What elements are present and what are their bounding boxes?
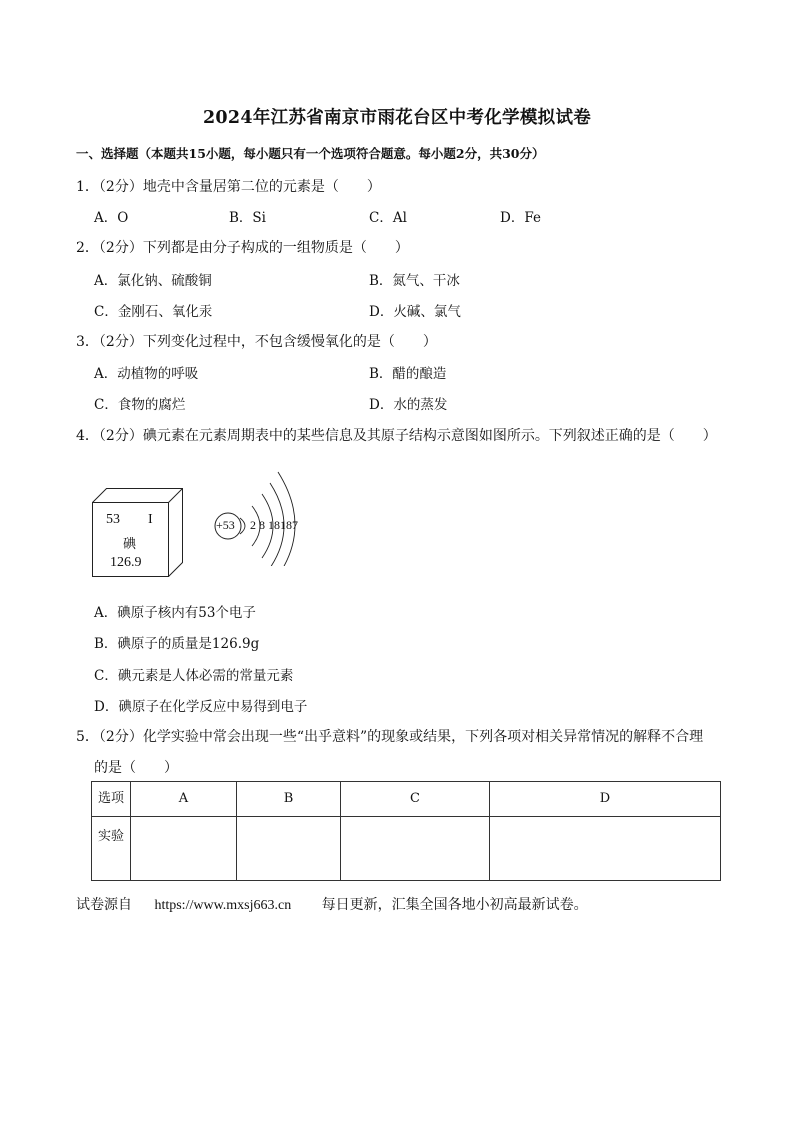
element-card	[92, 488, 186, 578]
table-header-cell: C	[341, 782, 490, 817]
question-5-stem-cont: 的是（ ）	[94, 760, 178, 776]
footer-source: 试卷源自	[76, 897, 132, 913]
footer-note: 每日更新，汇集全国各地小初高最新试卷。	[321, 897, 588, 913]
table-header-cell: D	[490, 782, 721, 817]
table-cell	[237, 817, 341, 881]
table-cell	[490, 817, 721, 881]
question-5-stem: 5．（2分）化学实验中常会出现一些“出乎意料”的现象或结果，下列各项对相关异常情况的解释不合理	[76, 729, 704, 745]
q1-option-d: D．Fe	[500, 210, 541, 226]
q3-option-d: D．水的蒸发	[369, 397, 448, 413]
footer	[76, 894, 588, 914]
table-header-row	[92, 782, 721, 817]
q4-option-c: C．碘元素是人体必需的常量元素	[94, 668, 294, 684]
q1-option-b: B．Si	[229, 210, 266, 226]
table-header-cell: A	[131, 782, 237, 817]
electron-shells	[212, 456, 312, 566]
q3-option-b: B．醋的酿造	[369, 366, 447, 382]
page-title: 2024年江苏省南京市雨花台区中考化学模拟试卷	[202, 108, 592, 128]
footer-url[interactable]: https://www.mxsj663.cn	[154, 898, 292, 913]
question-2-stem: 2．（2分）下列都是由分子构成的一组物质是（ ）	[76, 240, 409, 256]
q3-option-c: C．食物的腐烂	[94, 397, 186, 413]
q1-option-c: C．Al	[369, 210, 407, 226]
q2-option-a: A．氯化钠、硫酸铜	[94, 273, 212, 289]
q4-option-d: D．碘原子在化学反应中易得到电子	[94, 699, 308, 715]
q2-option-d: D．火碱、氯气	[369, 304, 461, 320]
question-4-stem: 4．（2分）碘元素在元素周期表中的某些信息及其原子结构示意图如图所示。下列叙述正确的是（ ）	[76, 428, 717, 444]
atomic-mass: 126.9	[110, 555, 142, 570]
q1-option-a: A．O	[94, 210, 129, 226]
q3-option-a: A．动植物的呼吸	[94, 366, 199, 382]
question-3-stem: 3．（2分）下列变化过程中，不包含缓慢氧化的是（ ）	[76, 334, 437, 350]
table-cell	[341, 817, 490, 881]
section-heading: 一、选择题（本题共15小题，每小题只有一个选项符合题意。每小题2分，共30分）	[76, 146, 545, 161]
question-1-stem: 1．（2分）地壳中含量居第二位的元素是（ ）	[76, 179, 381, 195]
element-symbol: I	[148, 512, 153, 527]
table-row	[92, 817, 721, 881]
table-header-cell: 选项	[92, 782, 131, 817]
q4-option-a: A．碘原子核内有53个电子	[94, 605, 256, 621]
nucleus-charge: +53	[216, 518, 235, 532]
atom-structure-diagram	[212, 456, 312, 566]
experiment-table	[91, 781, 721, 881]
element-name: 碘	[123, 536, 137, 551]
atomic-number: 53	[106, 512, 120, 527]
table-row-label: 实验	[92, 817, 131, 881]
table-header-cell: B	[237, 782, 341, 817]
q4-option-b: B．碘原子的质量是126.9g	[94, 636, 260, 652]
q2-option-b: B．氮气、干冰	[369, 273, 460, 289]
table-cell	[131, 817, 237, 881]
q2-option-c: C．金刚石、氧化汞	[94, 304, 213, 320]
shell-electrons: 2 8 18187	[250, 518, 298, 532]
